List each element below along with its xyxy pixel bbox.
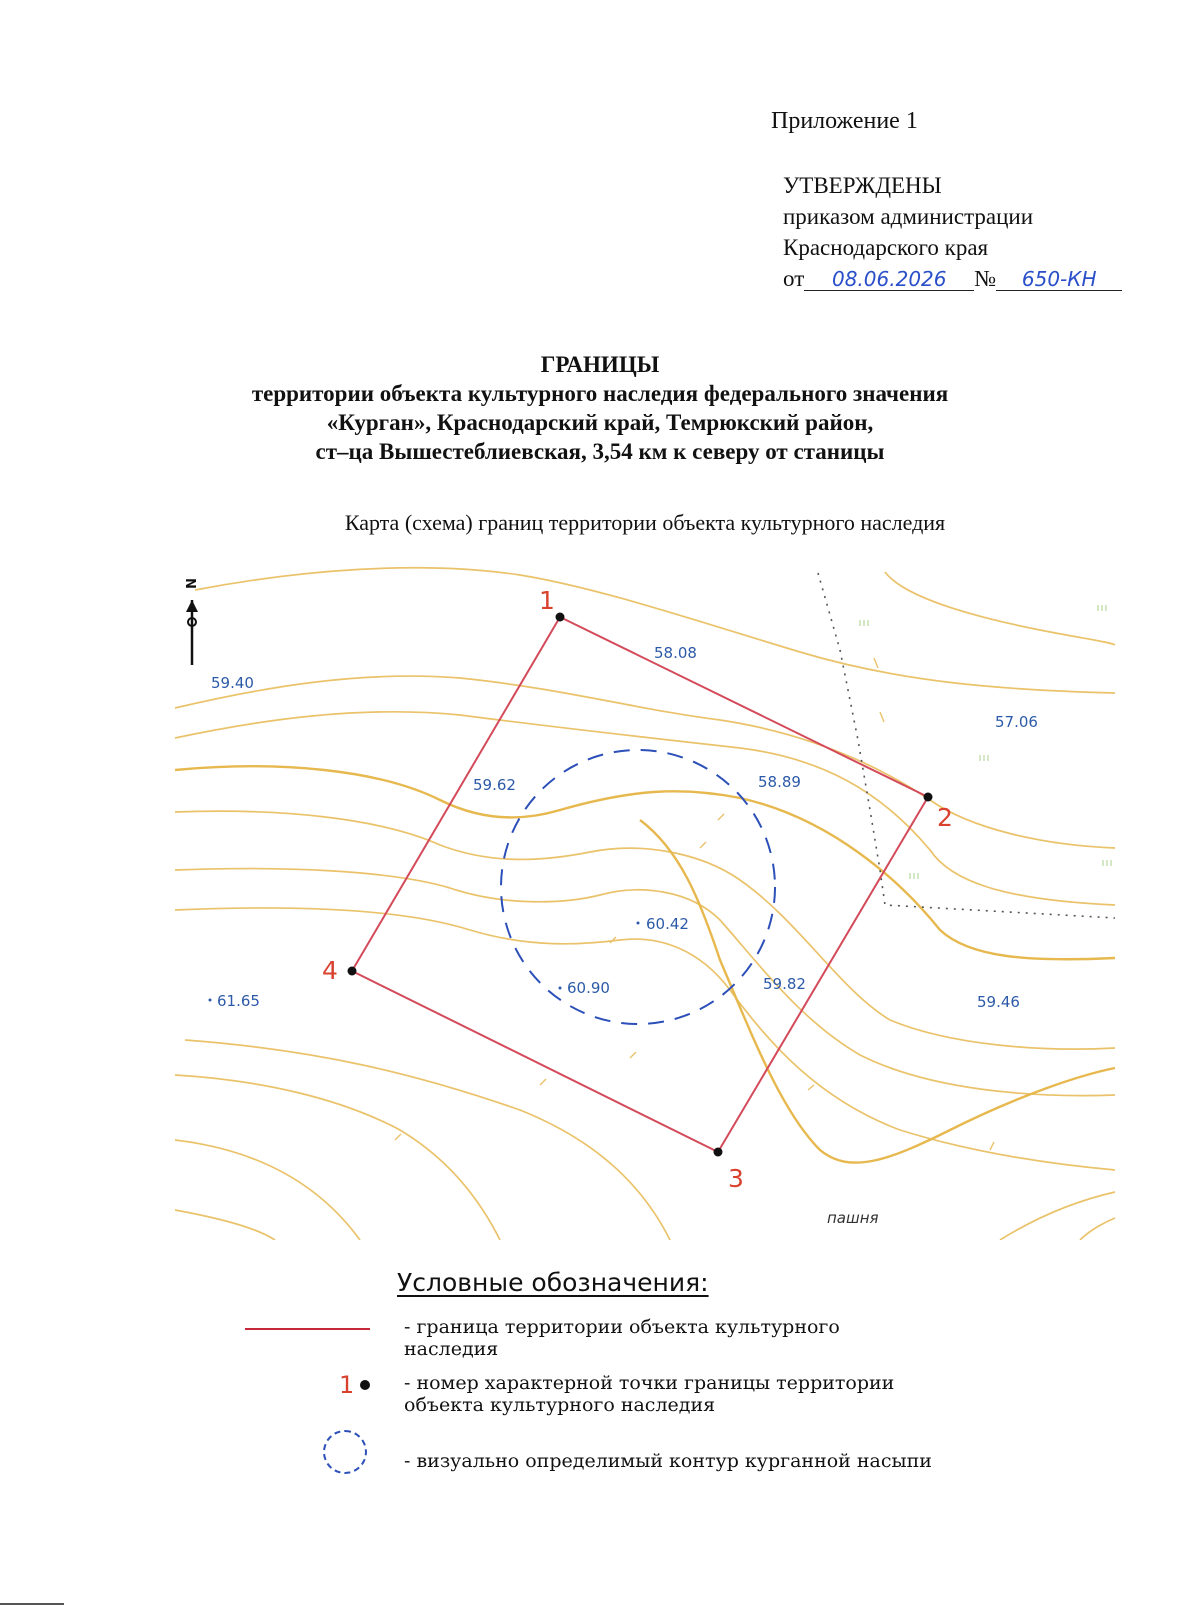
contour-tick: [874, 658, 878, 668]
approved-title: УТВЕРЖДЕНЫ: [783, 173, 942, 198]
approved-line-3: Краснодарского края: [783, 235, 989, 260]
title-line-1: ГРАНИЦЫ: [540, 352, 660, 377]
contour-tick: [540, 1079, 546, 1085]
contour-line: [175, 676, 1115, 848]
approval-date-line: [783, 263, 1122, 294]
elevation-label: 57.06: [995, 713, 1038, 731]
legend-point-text: [404, 1372, 894, 1416]
contour-tick: [880, 712, 884, 722]
date-prefix: от: [783, 266, 805, 291]
elevation-label: 58.89: [758, 773, 801, 791]
scan-artifact-line: [0, 1603, 64, 1605]
map-subtitle: Карта (схема) границ территории объекта культурного наследия: [344, 510, 946, 535]
approved-line-2: приказом администрации: [783, 204, 1034, 229]
legend-point-number-sample: 1: [339, 1371, 355, 1399]
contour-line: [175, 1140, 360, 1240]
elevation-label: 59.46: [977, 993, 1020, 1011]
title-line-3: «Курган», Краснодарский край, Темрюкский район,: [326, 410, 874, 435]
contour-line: [185, 1040, 670, 1240]
contour-tick: [990, 1142, 994, 1150]
boundary-map: [0, 560, 1200, 1240]
contour-line: [885, 572, 1115, 645]
contour-tick: [700, 842, 706, 848]
field-border: [818, 573, 1115, 918]
legend-point-dot-sample: [360, 1380, 370, 1390]
contour-line: [1000, 1192, 1115, 1240]
grass-symbol: [1098, 605, 1106, 611]
contour-line: [640, 820, 1115, 1163]
elevation-label: 60.90: [567, 979, 610, 997]
legend-mound-sample: [323, 1430, 367, 1474]
legend-point-text-2: объекта культурного наследия: [404, 1394, 716, 1416]
contour-line: [175, 1075, 500, 1240]
contour-tick: [630, 1052, 636, 1058]
elevation-label: 59.40: [211, 674, 254, 692]
grass-symbol: [1103, 860, 1111, 866]
north-arrow-head: [186, 600, 198, 612]
point-label-3: 3: [728, 1164, 744, 1193]
field-border-line: [818, 573, 1115, 918]
contour-line: [175, 1210, 275, 1240]
north-arrow: [182, 578, 198, 665]
boundary-point-4-marker: [348, 967, 357, 976]
field-label: пашня: [827, 1209, 879, 1227]
grass-symbol: [910, 873, 918, 879]
legend-boundary-text: [404, 1316, 840, 1360]
point-label-1: 1: [539, 586, 555, 615]
legend-point-text-1: - номер характерной точки границы территории: [404, 1372, 895, 1394]
contour-lines: [175, 568, 1115, 1240]
number-prefix: №: [974, 266, 997, 291]
point-label-2: 2: [937, 803, 953, 832]
elevation-label: 59.62: [473, 776, 516, 794]
handwritten-number: 650-КН: [996, 268, 1122, 291]
contour-line: [175, 908, 1115, 1170]
elevation-dot: [559, 987, 562, 990]
point-label-4: 4: [322, 956, 338, 985]
approval-block: [783, 170, 1122, 294]
contour-line: [175, 811, 1115, 1049]
grass-symbol: [980, 755, 988, 761]
vegetation-symbols: [860, 605, 1111, 879]
mound-outline: [501, 750, 775, 1024]
appendix-label: Приложение 1: [771, 108, 918, 134]
boundary-point-1-marker: [556, 613, 565, 622]
elevation-dot: [637, 922, 640, 925]
boundary-point-2-marker: [924, 793, 933, 802]
legend-boundary-text-2: наследия: [404, 1338, 499, 1360]
legend-mound-text: - визуально определимый контур курганной насыпи: [404, 1450, 932, 1472]
legend-boundary-text-1: - граница территории объекта культурного: [404, 1316, 840, 1338]
contour-line: [175, 712, 1115, 905]
north-label: N: [182, 578, 197, 589]
boundary-point-3-marker: [714, 1148, 723, 1157]
contour-line: [195, 568, 1115, 693]
mound-contour: [501, 750, 775, 1024]
contour-tick: [718, 814, 724, 820]
title-line-2: территории объекта культурного наследия федерального значения: [251, 381, 949, 406]
title-line-4: ст–ца Вышестеблиевская, 3,54 км к северу от станицы: [315, 439, 885, 464]
contour-tick: [808, 1085, 814, 1090]
contour-line: [175, 766, 1115, 959]
elevation-label: 61.65: [217, 992, 260, 1010]
elevation-label: 58.08: [654, 644, 697, 662]
grass-symbol: [860, 620, 868, 626]
elevation-dot: [209, 999, 212, 1002]
contour-tick: [395, 1134, 401, 1140]
elevation-label: 60.42: [646, 915, 689, 933]
legend-boundary-line-sample: [245, 1328, 370, 1330]
elevation-label: 59.82: [763, 975, 806, 993]
document-title: [0, 350, 1200, 466]
contour-line: [175, 869, 1115, 1096]
contour-tick-marks: [395, 658, 994, 1150]
legend-title: Условные обозначения:: [397, 1268, 709, 1297]
handwritten-date: 08.06.2026: [804, 268, 974, 291]
contour-line: [1080, 1218, 1115, 1240]
